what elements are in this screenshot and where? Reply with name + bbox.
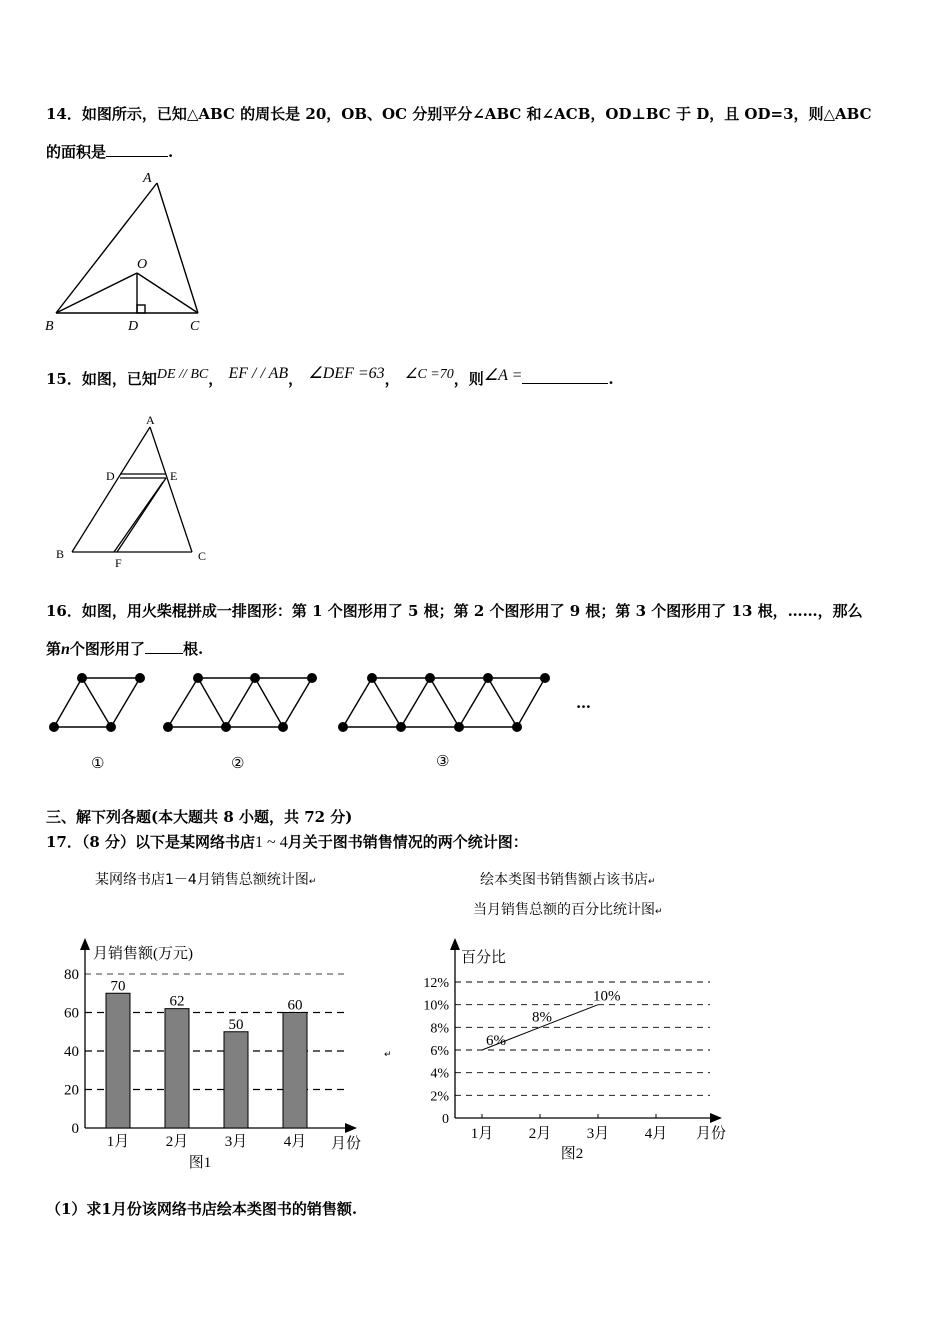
chart2-title-line2-text: 当月销售总额的百分比统计图 xyxy=(473,902,655,918)
q16-label-1: ① xyxy=(91,754,105,772)
q16-variable-n: n xyxy=(61,641,70,658)
section3-heading: 三、解下列各题(本大题共 8 小题，共 72 分) xyxy=(46,808,353,826)
chart1-data-label: 70 xyxy=(110,978,126,995)
chart1-ylabel: 月销售额(万元) xyxy=(93,946,193,962)
q15-then: ，则 xyxy=(453,370,484,388)
q15-triangle-figure xyxy=(50,412,220,577)
q15-label-e: E xyxy=(170,469,178,483)
chart1-xlabel: 月份 xyxy=(331,1136,362,1152)
chart2-ytick-label: 12% xyxy=(423,976,449,991)
chart2-xlabel: 月份 xyxy=(696,1126,727,1142)
q14-answer-blank[interactable] xyxy=(106,142,168,157)
chart2-caption: 图2 xyxy=(560,1146,584,1162)
chart2-y-arrow xyxy=(450,938,460,950)
chart1-ytick-label: 40 xyxy=(64,1044,79,1060)
chart2-title-line2 xyxy=(473,899,663,919)
q17-intro-b: 月关于图书销售情况的两个统计图： xyxy=(287,833,528,851)
chart2-xtick-label: 1月 xyxy=(470,1126,494,1142)
q14-label-d: D xyxy=(128,319,139,334)
chart2-data-label: 6% xyxy=(486,1033,506,1049)
chart1-bar-2 xyxy=(165,1009,189,1128)
chart2-x-arrow xyxy=(710,1113,722,1123)
q15-label-a: A xyxy=(146,413,155,427)
chart1-caption: 图1 xyxy=(188,1155,212,1171)
chart2-xtick-label: 3月 xyxy=(586,1126,610,1142)
q15-label-b: B xyxy=(56,547,65,561)
chart1-bar-1 xyxy=(106,993,130,1128)
chart2-ytick-label: 6% xyxy=(430,1044,449,1059)
chart1-data-label: 60 xyxy=(287,997,303,1014)
q15-ask: ∠A = xyxy=(483,367,523,384)
chart2-xtick-label: 2月 xyxy=(528,1126,552,1142)
q14-line2 xyxy=(46,141,173,162)
chart2-ytick-label: 10% xyxy=(423,998,449,1014)
chart1-bar-3 xyxy=(224,1032,248,1128)
q16-line2-b: 个图形用了 xyxy=(69,640,145,658)
q16-line2-a: 第 xyxy=(46,640,62,658)
q15-sep2: ， xyxy=(288,370,304,388)
chart1-data-label: 50 xyxy=(228,1016,244,1033)
q16-matchstick-figures xyxy=(40,668,640,738)
q15-prefix: 15．如图，已知 xyxy=(46,370,157,388)
q14-label-o: O xyxy=(137,257,148,272)
chart1-title xyxy=(95,869,316,889)
chart1-bar-4 xyxy=(283,1013,307,1129)
q15-cond3: ∠DEF =63 xyxy=(308,365,385,382)
q15-label-c: C xyxy=(198,549,207,563)
q15-cond4: ∠C =70 xyxy=(404,367,454,382)
chart1-x-arrow xyxy=(345,1123,357,1133)
q14-line2-suffix: . xyxy=(168,143,174,161)
chart1-title-text: 某网络书店1－4月销售总额统计图 xyxy=(95,872,309,888)
chart1-xtick-label: 2月 xyxy=(165,1134,189,1150)
chart2-data-label: 8% xyxy=(532,1009,552,1026)
chart2-xtick-label: 4月 xyxy=(644,1126,668,1142)
chart2-ytick-label: 4% xyxy=(430,1066,449,1082)
q14-line2-prefix: 的面积是 xyxy=(46,143,107,161)
chart1-ytick-label: 80 xyxy=(64,967,79,983)
q16-line1: 16．如图，用火柴棍拼成一排图形：第 1 个图形用了 5 根；第 2 个图形用了 9 根；第 3 个图形用了 13 根，……，那么 xyxy=(46,602,863,620)
q15-answer-blank[interactable] xyxy=(522,369,608,384)
q16-label-3: ③ xyxy=(436,752,450,770)
chart1-xtick-label: 4月 xyxy=(283,1134,307,1150)
q16-line2 xyxy=(46,638,203,659)
chart1-data-label: 62 xyxy=(169,993,185,1010)
chart2-ytick-label: 8% xyxy=(430,1021,449,1037)
q17-intro xyxy=(46,831,528,852)
q16-answer-blank[interactable] xyxy=(145,639,183,654)
q15-label-f: F xyxy=(115,556,122,570)
chart1-xtick-label: 3月 xyxy=(224,1134,248,1150)
chart2-data-label: 10% xyxy=(593,988,621,1005)
chart1-xtick-label: 1月 xyxy=(106,1134,130,1150)
q15-label-d: D xyxy=(106,469,115,483)
chart2-ytick-label: 0 xyxy=(442,1112,449,1127)
q14-triangle-figure xyxy=(40,168,210,338)
chart1-ytick-label: 60 xyxy=(64,1005,79,1022)
q14-label-a: A xyxy=(143,171,152,186)
chart1-y-arrow xyxy=(80,938,90,950)
chart1-ytick-label: 20 xyxy=(64,1082,79,1099)
chart2-title-line1 xyxy=(480,869,656,889)
return-mark-middle: ↵ xyxy=(384,1050,392,1060)
return-mark-2: ↵ xyxy=(648,877,656,887)
chart2-ylabel: 百分比 xyxy=(461,950,507,966)
q14-line1: 14．如图所示，已知△ABC 的周长是 20，OB、OC 分别平分∠ABC 和∠ACB，OD⊥BC 于 D，且 OD=3，则△ABC xyxy=(46,105,872,123)
chart2-title-line1-text: 绘本类图书销售额占该书店 xyxy=(480,872,648,888)
q16-ellipsis: … xyxy=(576,694,591,712)
q17-intro-range: 1 ~ 4 xyxy=(255,834,288,851)
q15-cond2: EF / / AB xyxy=(228,365,289,382)
q14-label-c: C xyxy=(190,319,200,334)
q15-sep1: ， xyxy=(208,370,224,388)
q15-sep3: ， xyxy=(384,370,400,388)
return-mark-3: ↵ xyxy=(655,907,663,917)
chart1-ytick-label: 0 xyxy=(71,1121,79,1137)
q15-line xyxy=(46,365,614,389)
return-mark-1: ↵ xyxy=(308,877,317,887)
q16-line2-c: 根. xyxy=(182,640,204,658)
q14-label-b: B xyxy=(45,319,54,334)
chart2-ytick-label: 2% xyxy=(430,1089,449,1105)
q17-subquestion-1: （1）求1月份该网络书店绘本类图书的销售额. xyxy=(46,1200,358,1218)
q17-intro-a: 17．（8 分）以下是某网络书店 xyxy=(46,833,256,851)
chart1-bar-chart xyxy=(55,938,385,1173)
q16-label-2: ② xyxy=(231,754,245,772)
q15-cond1: DE // BC xyxy=(156,367,209,382)
chart2-line-chart xyxy=(410,938,740,1168)
q15-end: . xyxy=(608,370,614,388)
